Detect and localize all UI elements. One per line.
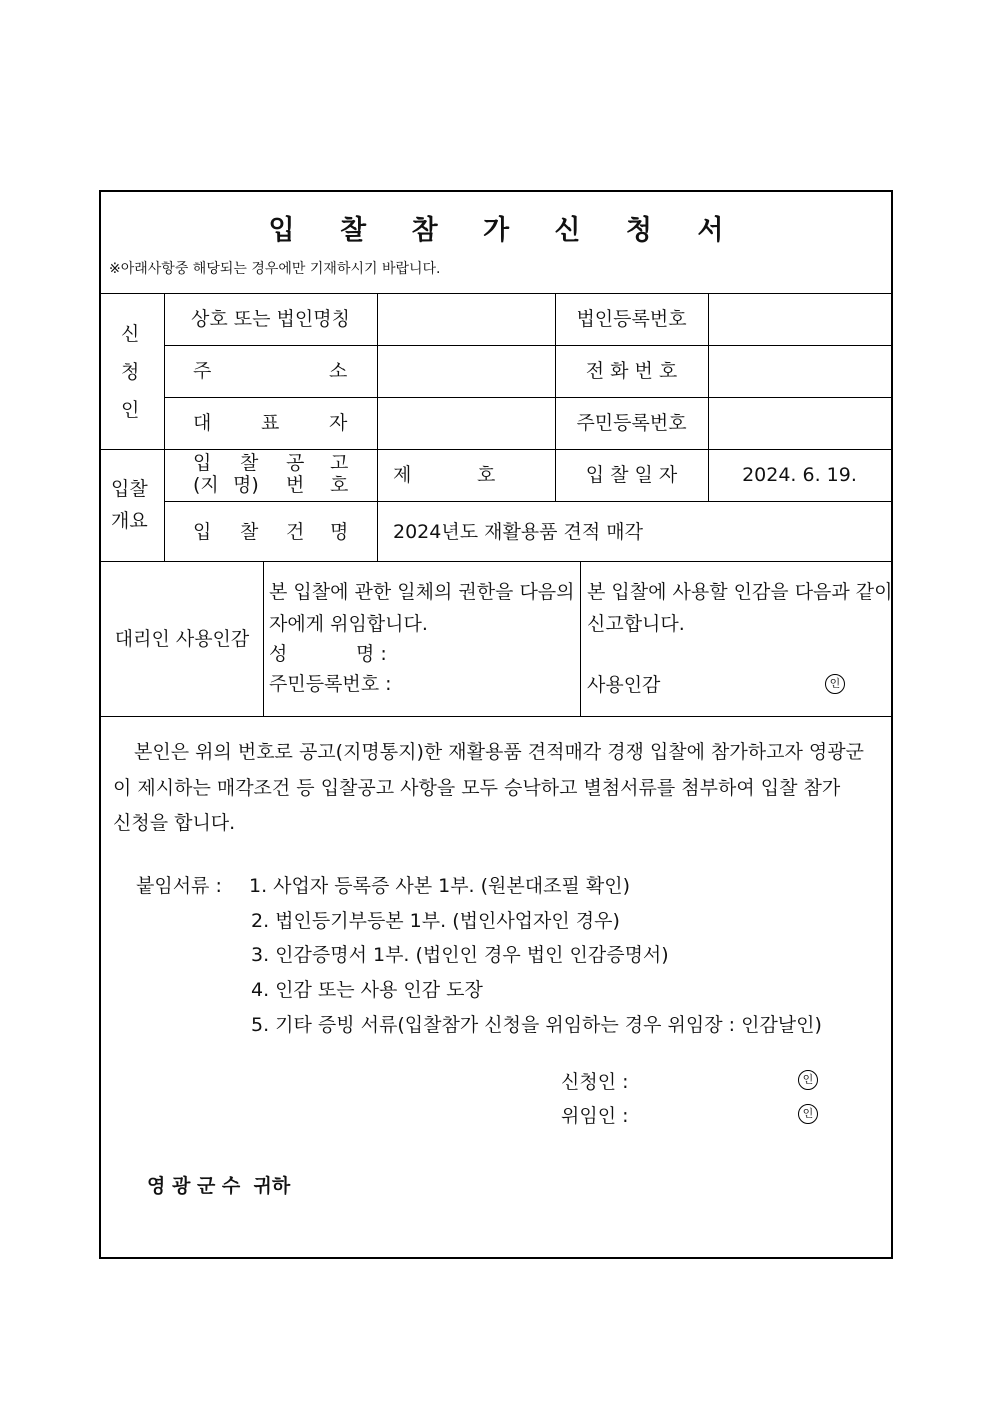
delegation-text: 자에게 위임합니다.	[269, 613, 428, 635]
representative-label-1: 대	[193, 412, 212, 434]
bid-number-label: 번	[286, 474, 305, 496]
divider	[377, 293, 378, 561]
divider	[263, 561, 264, 716]
agent-resident-number-label: 주민등록번호 :	[269, 673, 392, 695]
divider	[101, 716, 891, 717]
applicant-side-label-2: 청	[121, 361, 140, 383]
delegation-text: 본 입찰에 관한 일체의 권한을 다음의	[269, 581, 575, 603]
resident-number-label: 주민등록번호	[576, 412, 687, 434]
bid-notice-number-suffix: 호	[477, 464, 496, 486]
used-seal-label: 사용인감	[587, 674, 661, 696]
bid-notice-label: 입	[193, 452, 212, 474]
form-note: ※아래사항중 해당되는 경우에만 기재하시기 바랍니다.	[109, 261, 441, 277]
body-text: 본인은 위의 번호로 공고(지명통지)한 재활용품 견적매각 경쟁 입찰에 참가하고자 영광군	[134, 741, 864, 763]
divider	[164, 397, 891, 398]
divider	[580, 561, 581, 716]
delegator-signature-label: 위임인 :	[561, 1105, 629, 1127]
bid-notice-label: 찰	[240, 452, 259, 474]
agent-name-label: 명 :	[356, 643, 387, 665]
divider	[164, 501, 891, 502]
bid-number-label: 명)	[233, 474, 259, 496]
delegator-seal-icon: 인	[798, 1104, 818, 1124]
bid-item-value: 2024년도 재활용품 견적 매각	[393, 521, 644, 543]
bid-item-label: 입	[193, 521, 212, 543]
agent-name-label: 성	[269, 643, 288, 665]
bid-number-label: 호	[330, 474, 349, 496]
body-text: 신청을 합니다.	[113, 812, 236, 834]
applicant-side-label-3: 인	[121, 399, 140, 421]
representative-label-2: 표	[261, 412, 280, 434]
attachment-item: 1. 사업자 등록증 사본 1부. (원본대조필 확인)	[249, 875, 630, 897]
application-form	[99, 190, 893, 1259]
attachments-label: 붙임서류 :	[136, 875, 222, 897]
attachment-item: 2. 법인등기부등본 1부. (법인사업자인 경우)	[251, 910, 620, 932]
applicant-signature-label: 신청인 :	[561, 1071, 629, 1093]
applicant-seal-icon: 인	[798, 1070, 818, 1090]
seal-declaration-text: 본 입찰에 사용할 인감을 다음과 같이	[587, 581, 893, 603]
bid-item-label: 건	[286, 521, 305, 543]
bid-number-label: (지	[193, 474, 219, 496]
corp-reg-number-label: 법인등록번호	[576, 308, 687, 330]
attachment-item: 4. 인감 또는 사용 인감 도장	[251, 979, 483, 1001]
addressee: 영 광 군 수 귀하	[147, 1175, 291, 1197]
seal-declaration-text: 신고합니다.	[587, 613, 685, 635]
bid-side-label-2: 개요	[111, 510, 148, 532]
divider	[164, 345, 891, 346]
attachment-item: 5. 기타 증빙 서류(입찰참가 신청을 위임하는 경우 위임장 : 인감날인)	[251, 1014, 822, 1036]
phone-label: 전 화 번 호	[585, 360, 678, 382]
form-title: 입 찰 참 가 신 청 서	[268, 215, 742, 246]
address-label-1: 주	[193, 360, 212, 382]
seal-mark-icon: 인	[825, 674, 845, 694]
bid-item-label: 명	[330, 521, 349, 543]
body-text: 이 제시하는 매각조건 등 입찰공고 사항을 모두 승낙하고 별첨서류를 첨부하여 입찰 참가	[113, 777, 841, 799]
attachment-item: 3. 인감증명서 1부. (법인인 경우 법인 인감증명서)	[251, 944, 669, 966]
applicant-side-label-1: 신	[121, 323, 140, 345]
address-label-2: 소	[329, 360, 348, 382]
bid-item-label: 찰	[240, 521, 259, 543]
bid-date-value: 2024. 6. 19.	[742, 464, 857, 486]
representative-label-3: 자	[329, 412, 348, 434]
bid-side-label-1: 입찰	[111, 478, 148, 500]
bid-notice-number-prefix: 제	[393, 464, 412, 486]
agent-seal-label: 대리인 사용인감	[114, 627, 250, 650]
bid-notice-label: 공	[286, 452, 305, 474]
company-name-label: 상호 또는 법인명칭	[191, 308, 350, 330]
bid-notice-label: 고	[330, 452, 349, 474]
bid-date-label: 입 찰 일 자	[585, 464, 678, 486]
